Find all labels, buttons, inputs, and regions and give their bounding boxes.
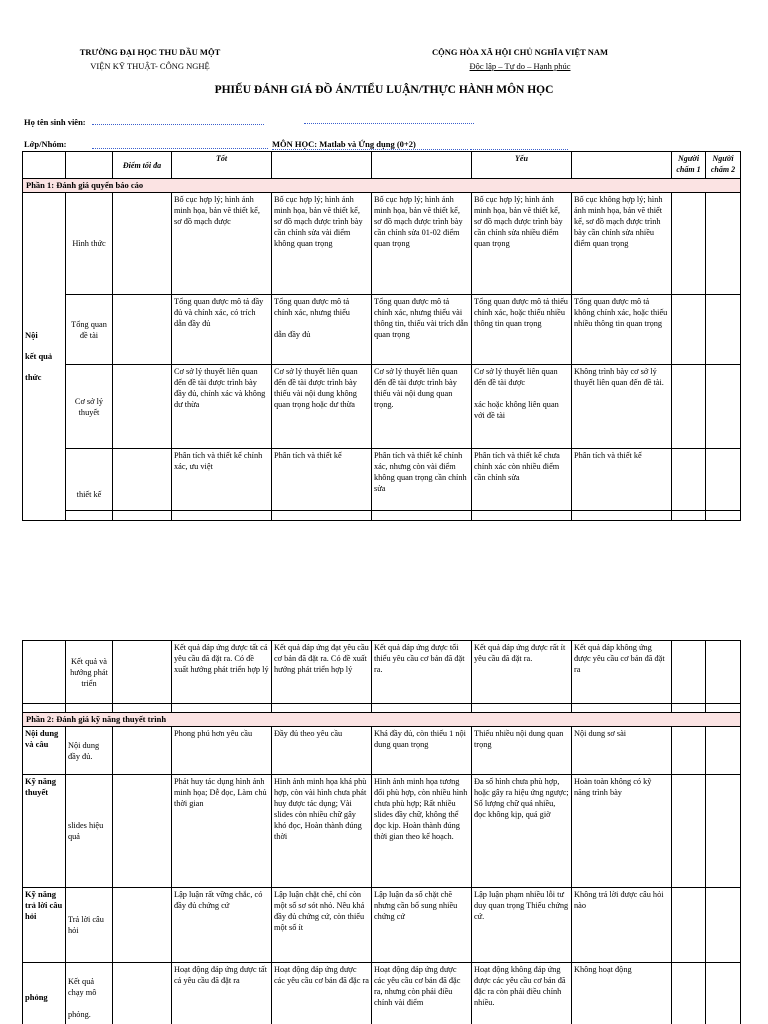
presentation-evaluation-table	[22, 640, 741, 1024]
level-cell: Lập luận đa số chặt chẽ nhưng cần bổ sung nhiều chứng cứ	[372, 888, 472, 963]
institution-header	[70, 45, 230, 73]
table-header-row	[23, 152, 741, 179]
table-row	[23, 775, 741, 888]
level-cell: Cơ sở lý thuyết liên quan đến đề tài được trình bày thiếu vài nội dung quan trọng.	[372, 365, 472, 449]
subject-underline	[272, 149, 468, 150]
level-cell: Phân tích và thiết kế chính xác, nhưng còn vài điểm không quan trọng cần chỉnh sửa	[372, 449, 472, 511]
level-cell: Đa số hình chưa phù hợp, hoặc gây ra hiệu ứng ngược; Số lượng chữ quá nhiều, đọc không kịp, quá giờ	[472, 775, 572, 888]
grader2-cell[interactable]	[706, 641, 741, 704]
level-cell: Bố cục hợp lý; hình ảnh minh họa, bản vẽ thiết kế, sơ đồ mạch được trình bày cần chỉnh sửa nhiều điểm quan trọng	[472, 193, 572, 295]
header-grader-2: Người chấm 2	[706, 152, 741, 179]
group-cell: Kỹ năng trả lời câu hỏi	[23, 888, 66, 963]
grader2-cell[interactable]	[706, 295, 741, 365]
criterion-cell: Kết quả và hướng phát triển	[66, 641, 113, 704]
document-title: PHIẾU ĐÁNH GIÁ ĐỒ ÁN/TIỂU LUẬN/THỰC HÀNH MÔN HỌC	[214, 84, 554, 96]
table-row	[23, 888, 741, 963]
header-cell-empty	[572, 152, 672, 179]
group-cell-results	[23, 193, 66, 521]
level-cell: Cơ sở lý thuyết liên quan đến đề tài được trình bày thiếu vài nội dung không quan trọng hoặc dư thừa	[272, 365, 372, 449]
table-row	[23, 365, 741, 449]
student-name-field-2[interactable]	[304, 123, 474, 124]
grader2-cell[interactable]	[706, 888, 741, 963]
level-cell: Kết quả đáp ứng đạt yêu cầu cơ bản đã đặt ra. Có đề xuất hướng phát triển hợp lý	[272, 641, 372, 704]
criterion-cell: slides hiệu quả	[66, 775, 113, 888]
level-cell: Hoạt động đáp ứng được các yêu cầu cơ bản đã đặc ra, nhưng còn phải điều chỉnh vài điểm	[372, 963, 472, 1024]
subject-underline-2	[470, 149, 568, 150]
table-row	[23, 641, 741, 704]
level-cell	[572, 511, 672, 521]
header-cell-empty	[66, 152, 113, 179]
grader2-cell[interactable]	[706, 365, 741, 449]
part1-title: Phần 1: Đánh giá quyển báo cáo	[23, 179, 741, 193]
grader2-cell[interactable]	[706, 449, 741, 511]
group-text: thức	[25, 372, 42, 382]
level-cell: Đầy đủ theo yêu cầu	[272, 727, 372, 775]
level-cell: Thiếu nhiều nội dung quan trọng	[472, 727, 572, 775]
level-cell: Cơ sở lý thuyết liên quan đến đề tài được xác hoặc không liên quan với đề tài	[472, 365, 572, 449]
level-cell	[472, 704, 572, 713]
group-cell: phỏng	[23, 963, 66, 1024]
criterion-cell: Tổng quan đề tài	[66, 295, 113, 365]
part2-title: Phần 2: Đánh giá kỹ năng thuyết trình	[23, 713, 741, 727]
level-cell: Kết quả đáp ứng được rất ít yêu cầu đã đặt ra.	[472, 641, 572, 704]
level-cell: Kết quả đáp không ứng được yêu cầu cơ bản đã đặt ra	[572, 641, 672, 704]
level-cell: Hoạt động đáp ứng được tất cả yêu cầu đã đặt ra	[172, 963, 272, 1024]
level-cell: Phong phú hơn yêu cầu	[172, 727, 272, 775]
level-cell	[372, 704, 472, 713]
level-cell: Tổng quan được mô tả chính xác, nhưng thiếu dẫn đầy đủ	[272, 295, 372, 365]
level-cell	[272, 511, 372, 521]
institute-name: VIỆN KỸ THUẬT- CÔNG NGHỆ	[90, 61, 210, 71]
level-cell: Hình ảnh minh họa tương đối phù hợp, còn nhiều hình chưa phù hợp; Rất nhiều slides đầy chữ, không thể đọc kịp. Hoàn thành đúng thời gian theo kế hoạch.	[372, 775, 472, 888]
grader1-cell[interactable]	[672, 365, 706, 449]
table-row	[23, 963, 741, 1024]
student-name-field[interactable]	[92, 124, 264, 125]
level-cell: Không trình bày cơ sở lý thuyết liên quan đến đề tài.	[572, 365, 672, 449]
level-cell: Bố cục hợp lý; hình ảnh minh họa, bản vẽ thiết kế, sơ đồ mạch được trình bày cần chỉnh sửa vài điểm không quan trọng	[272, 193, 372, 295]
header-cell-empty	[272, 152, 372, 179]
score-cell[interactable]	[113, 295, 172, 365]
level-cell: Phân tích và thiết kế chính xác, ưu việt	[172, 449, 272, 511]
grader1-cell[interactable]	[672, 295, 706, 365]
table-row	[23, 193, 741, 295]
level-cell: Nội dung sơ sài	[572, 727, 672, 775]
section-row	[23, 179, 741, 193]
nation-name: CỘNG HÒA XÃ HỘI CHỦ NGHĨA VIỆT NAM	[431, 47, 609, 57]
group-text: kết quả	[25, 351, 53, 361]
level-cell: Bố cục hợp lý; hình ảnh minh họa, bản vẽ thiết kế, sơ đồ mạch được	[172, 193, 272, 295]
score-cell[interactable]	[113, 704, 172, 713]
level-cell	[172, 511, 272, 521]
criterion-cell	[66, 704, 113, 713]
group-text: Nội	[25, 330, 38, 340]
level-cell: Tổng quan được mô tả thiếu chính xác, hoặc thiếu nhiều thông tin quan trọng	[472, 295, 572, 365]
score-cell[interactable]	[113, 449, 172, 511]
criterion-cell: Nội dung đầy đủ.	[66, 727, 113, 775]
header-cell-empty	[372, 152, 472, 179]
grader1-cell[interactable]	[672, 775, 706, 888]
level-cell: Kết quả đáp ứng được tất cả yêu cầu đã đặt ra. Có đề xuất hướng phát triển hợp lý	[172, 641, 272, 704]
level-cell: Phân tích và thiết kế	[572, 449, 672, 511]
class-group-label: Lớp/Nhóm:	[24, 139, 67, 149]
criterion-cell: Hình thức	[66, 193, 113, 295]
grader1-cell[interactable]	[672, 641, 706, 704]
grader1-cell[interactable]	[672, 704, 706, 713]
score-cell[interactable]	[113, 365, 172, 449]
score-cell[interactable]	[113, 775, 172, 888]
group-cell	[23, 704, 66, 713]
student-name-label: Họ tên sinh viên:	[24, 117, 86, 127]
report-evaluation-table	[22, 151, 741, 521]
level-cell	[272, 704, 372, 713]
score-cell[interactable]	[113, 963, 172, 1024]
table-row	[23, 449, 741, 511]
level-cell: Bố cục hợp lý; hình ảnh minh họa, bản vẽ thiết kế, sơ đồ mạch được trình bày cần chỉnh sửa 01-02 điểm quan trọng	[372, 193, 472, 295]
table-row	[23, 295, 741, 365]
level-cell: Tổng quan được mô tả không chính xác, hoặc thiếu nhiều thông tin quan trọng	[572, 295, 672, 365]
group-cell: Nội dung và câu	[23, 727, 66, 775]
level-cell: Tổng quan được mô tả đầy đủ và chính xác, có trích dẫn đầy đủ	[172, 295, 272, 365]
table-row	[23, 511, 741, 521]
grader2-cell[interactable]	[706, 727, 741, 775]
header-good: Tốt	[172, 152, 272, 179]
header-grader-1: Người chấm 1	[672, 152, 706, 179]
table-row	[23, 704, 741, 713]
level-cell	[172, 704, 272, 713]
level-cell	[572, 704, 672, 713]
section-row	[23, 713, 741, 727]
level-cell: Hoạt động không đáp ứng được các yêu cầu cơ bản đã đặc ra còn phải điều chỉnh nhiều.	[472, 963, 572, 1024]
level-cell: Khá đầy đủ, còn thiếu 1 nội dung quan trọng	[372, 727, 472, 775]
level-cell: Lập luận phạm nhiều lỗi tư duy quan trọng Thiếu chứng cứ.	[472, 888, 572, 963]
grader2-cell[interactable]	[706, 963, 741, 1024]
score-cell[interactable]	[113, 511, 172, 521]
score-cell[interactable]	[113, 193, 172, 295]
group-cell: Kỹ năng thuyết	[23, 775, 66, 888]
level-cell: Hình ảnh minh họa khá phù hợp, còn vài hình chưa phát huy được tác dụng; Vài slides còn nhiều chữ gây khó đọc, Hoàn thành đúng thời	[272, 775, 372, 888]
level-cell: Lập luận rất vững chắc, có đầy đủ chứng cứ	[172, 888, 272, 963]
class-group-field[interactable]	[92, 148, 268, 149]
grader1-cell[interactable]	[672, 727, 706, 775]
grader2-cell[interactable]	[706, 511, 741, 521]
level-cell: Phân tích và thiết kế chưa chính xác còn nhiều điểm cần chỉnh sửa	[472, 449, 572, 511]
header-max-score: Điểm tối đa	[113, 152, 172, 179]
level-cell: Phân tích và thiết kế	[272, 449, 372, 511]
level-cell	[372, 511, 472, 521]
level-cell: Hoàn toàn không có kỹ năng trình bày	[572, 775, 672, 888]
grader1-cell[interactable]	[672, 193, 706, 295]
grader1-cell[interactable]	[672, 888, 706, 963]
criterion-cell: thiết kế	[66, 449, 113, 511]
level-cell: Không trả lời được câu hỏi nào	[572, 888, 672, 963]
grader2-cell[interactable]	[706, 704, 741, 713]
header-cell-empty	[23, 152, 66, 179]
grader1-cell[interactable]	[672, 511, 706, 521]
national-motto: Độc lập – Tự do – Hạnh phúc	[469, 61, 571, 71]
score-cell[interactable]	[113, 888, 172, 963]
criterion-cell: Trả lời câu hỏi	[66, 888, 113, 963]
criterion-cell: Kết quả chạy mô phỏng.	[66, 963, 113, 1024]
criterion-cell: Cơ sở lý thuyết	[66, 365, 113, 449]
level-cell: Bố cục không hợp lý; hình ảnh minh họa, bản vẽ thiết kế, sơ đồ mạch được trình bày cần chỉnh sửa nhiều điểm quan trọng	[572, 193, 672, 295]
grader2-cell[interactable]	[706, 775, 741, 888]
score-cell[interactable]	[113, 641, 172, 704]
table-row	[23, 727, 741, 775]
level-cell: Không hoạt động	[572, 963, 672, 1024]
level-cell: Kết quả đáp ứng được tối thiểu yêu cầu cơ bản đã đặt ra.	[372, 641, 472, 704]
grader1-cell[interactable]	[672, 449, 706, 511]
group-cell	[23, 641, 66, 704]
score-cell[interactable]	[113, 727, 172, 775]
level-cell: Lập luận chặt chẽ, chỉ còn một số sơ sót nhỏ. Nêu khá đầy đủ chứng cứ, còn thiếu một số ít	[272, 888, 372, 963]
level-cell: Hoạt động đáp ứng được các yêu cầu cơ bản đã đặc ra	[272, 963, 372, 1024]
criterion-cell	[66, 511, 113, 521]
national-header	[420, 45, 620, 73]
subject-label: MÔN HỌC: Matlab và Ứng dụng (0+2)	[272, 139, 416, 149]
level-cell	[472, 511, 572, 521]
level-cell: Phát huy tác dụng hình ảnh minh họa; Dễ đọc, Làm chủ thời gian	[172, 775, 272, 888]
header-weak: Yếu	[472, 152, 572, 179]
grader1-cell[interactable]	[672, 963, 706, 1024]
level-cell: Cơ sở lý thuyết liên quan đến đề tài được trình bày đầy đủ, chính xác và không dư thừa	[172, 365, 272, 449]
university-name: TRƯỜNG ĐẠI HỌC THU DẦU MỘT	[79, 47, 221, 57]
level-cell: Tổng quan được mô tả chính xác, nhưng thiếu vài thông tin, thiếu vài trích dẫn quan trọng	[372, 295, 472, 365]
grader2-cell[interactable]	[706, 193, 741, 295]
